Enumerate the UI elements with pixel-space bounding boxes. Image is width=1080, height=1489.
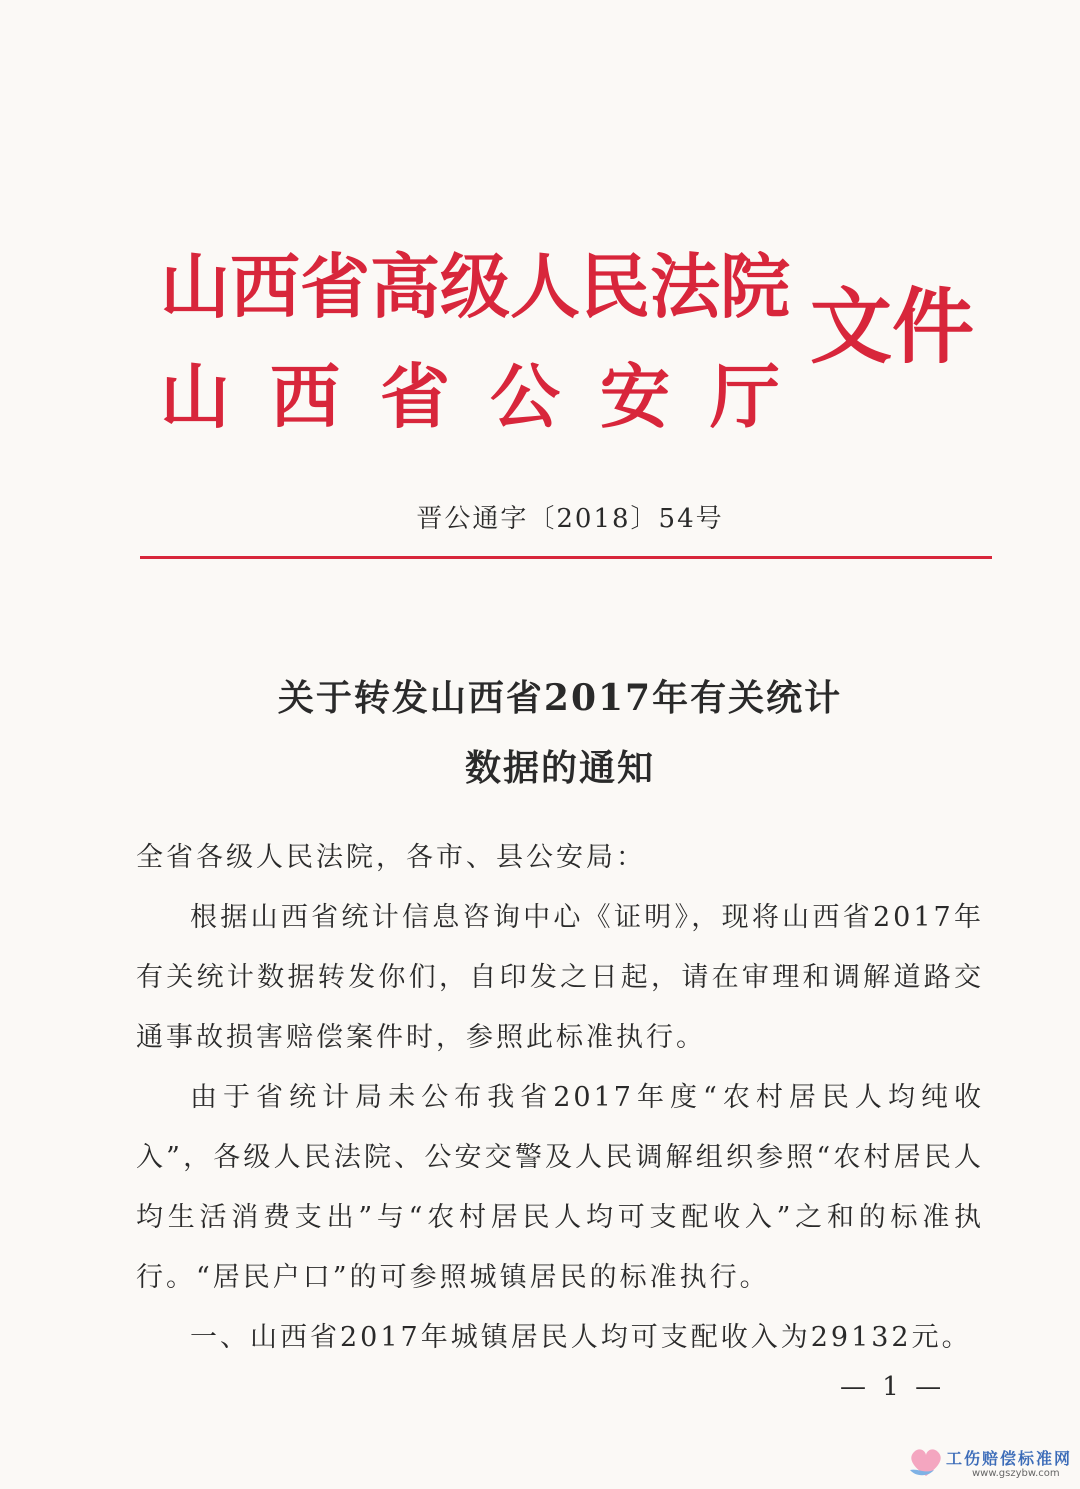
body-paragraph: 根据山西省统计信息咨询中心《证明》，现将山西省2017年有关统计数据转发你们，自印发之日起，请在审理和调解道路交通事故损害赔偿案件时，参照此标准执行。 [136, 902, 984, 1053]
issuer-police: 山西省公安厅 [160, 356, 820, 438]
notice-title-line-2: 数据的通知 [464, 747, 655, 789]
watermark-name: 工伤赔偿标准网 [946, 1449, 1073, 1468]
body-paragraph: 由于省统计局未公布我省2017年度“农村居民人均纯收入”，各级人民法院、公安交警及人民调解组织参照“农村居民人均生活消费支出”与“农村居民人均可支配收入”之和的标准执行。“居民户口”的可参照城镇居民的标准执行。 [136, 1082, 984, 1293]
body-paragraph: 一、山西省2017年城镇居民人均可支配收入为29132元。 [190, 1322, 972, 1353]
document-number: 晋公通字〔2018〕54号 [416, 504, 724, 534]
document-header [150, 232, 990, 438]
heart-logo-icon [906, 1444, 946, 1480]
page-number: — 1 — [840, 1372, 946, 1402]
notice-title-line-1: 关于转发山西省2017年有关统计 [277, 677, 843, 719]
issuer-court: 山西省高级人民法院 [160, 246, 790, 328]
salutation: 全省各级人民法院，各市、县公安局： [136, 842, 646, 873]
site-watermark [906, 1442, 1076, 1484]
watermark-url: www.gszybw.com [972, 1468, 1060, 1479]
red-divider [140, 556, 992, 559]
document-word: 文件 [810, 280, 975, 375]
